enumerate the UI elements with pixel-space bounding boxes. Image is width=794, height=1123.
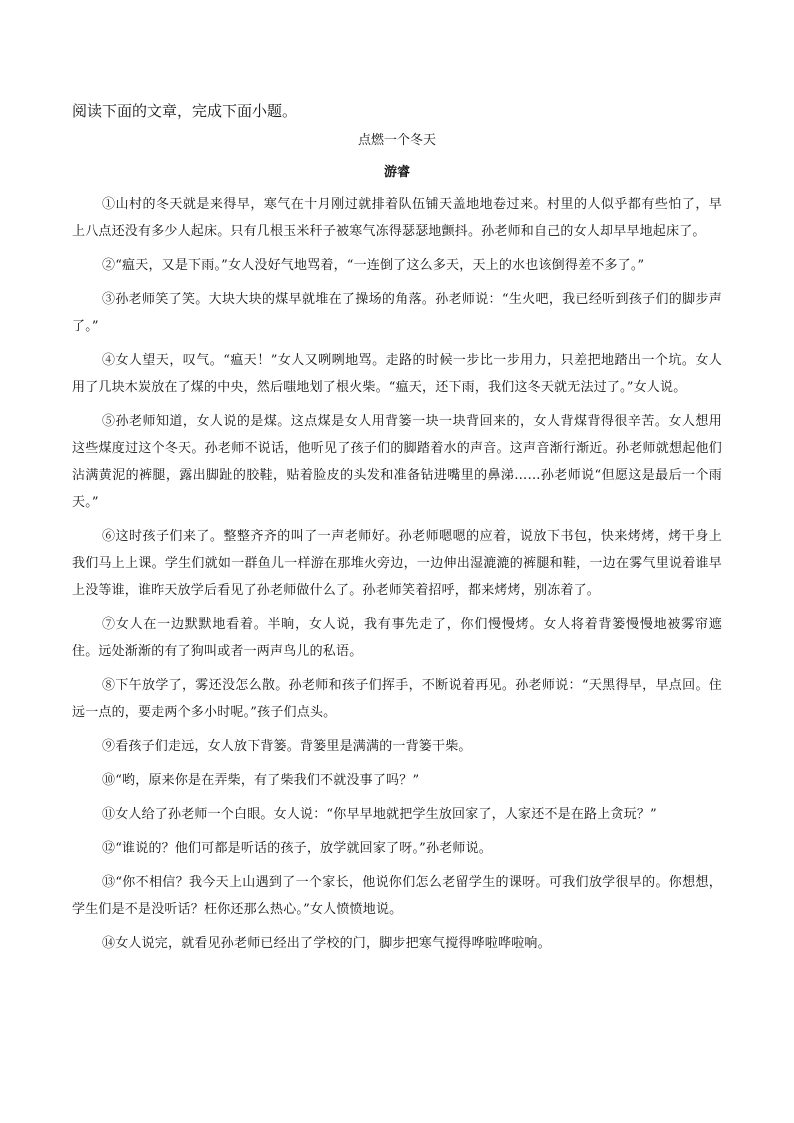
article-author: 游睿: [383, 165, 410, 180]
paragraph-3: ③孙老师笑了笑。大块大块的煤早就堆在了操场的角落。孙老师说：“生火吧，我已经听到孩子们的脚步声了。”: [72, 292, 722, 334]
paragraph-14: ⑭女人说完，就看见孙老师已经出了学校的门，脚步把寒气搅得哗啦哗啦响。: [102, 936, 551, 951]
paragraph-10: ⑩“哟，原来你是在弄柴，有了柴我们不就没事了吗？”: [102, 773, 420, 788]
paragraph-11: ⑪女人给了孙老师一个白眼。女人说：“你早早地就把学生放回家了，人家还不是在路上贪玩？”: [102, 807, 657, 822]
paragraph-9: ⑨看孩子们走远，女人放下背篓。背篓里是满满的一背篓干柴。: [102, 739, 472, 754]
article-title: 点燃一个冬天: [357, 133, 436, 148]
paragraph-4: ④女人望天，叹气。“瘟天！”女人又咧咧地骂。走路的时候一步比一步用力，只差把地踏出一个坑。女人用了几块木炭放在了煤的中央，然后嗤地划了根火柴。“瘟天，还下雨，我们这冬天就无法过了。”女人说。: [72, 353, 722, 395]
paragraph-2: ②“瘟天，又是下雨。”女人没好气地骂着，“一连倒了这么多天，天上的水也该倒得差不多了。”: [102, 258, 645, 273]
paragraph-5: ⑤孙老师知道，女人说的是煤。这点煤是女人用背篓一块一块背回来的，女人背煤背得很辛苦。女人想用这些煤度过这个冬天。孙老师不说话，他听见了孩子们的脚踏着水的声音。这声音渐行渐近。孙老师就想起他们沾满黄泥的裤腿，露出脚趾的胶鞋，贴着脸皮的头发和准备钻进嘴里的鼻涕……孙老师说“但愿这是最后一个雨天。”: [72, 414, 722, 510]
article-body: [72, 191, 722, 964]
paragraph-7: ⑦女人在一边默默地看着。半晌，女人说，我有事先走了，你们慢慢烤。女人将着背篓慢慢地被雾帘遮住。远处渐渐的有了狗叫或者一两声鸟儿的私语。: [72, 617, 722, 659]
paragraph-13: ⑬“你不相信？我今天上山遇到了一个家长，他说你们怎么老留学生的课呀。可我们放学很早的。你想想，学生们是不是没听话？枉你还那么热心。”女人愤愤地说。: [72, 875, 722, 917]
reading-instruction: 阅读下面的文章，完成下面小题。: [72, 102, 298, 120]
paragraph-1: ①山村的冬天就是来得早，寒气在十月刚过就排着队伍铺天盖地地卷过来。村里的人似乎都有些怕了，早上八点还没有多少人起床。只有几根玉米秆子被寒气冻得瑟瑟地颤抖。孙老师和自己的女人却早早地起床了。: [72, 197, 722, 239]
paragraph-6: ⑥这时孩子们来了。整整齐齐的叫了一声老师好。孙老师嗯嗯的应着，说放下书包，快来烤烤，烤干身上我们马上上课。学生们就如一群鱼儿一样游在那堆火旁边，一边伸出湿漉漉的裤腿和鞋，一边在雾气里说着谁早上没等谁，谁昨天放学后看见了孙老师做什么了。孙老师笑着招呼，都来烤烤，别冻着了。: [72, 529, 722, 598]
paragraph-12: ⑫“谁说的？他们可都是听话的孩子，放学就回家了呀。”孙老师说。: [102, 841, 492, 856]
paragraph-8: ⑧下午放学了，雾还没怎么散。孙老师和孩子们挥手，不断说着再见。孙老师说：“天黑得早，早点回。住远一点的，要走两个多小时呢。”孩子们点头。: [72, 678, 722, 720]
